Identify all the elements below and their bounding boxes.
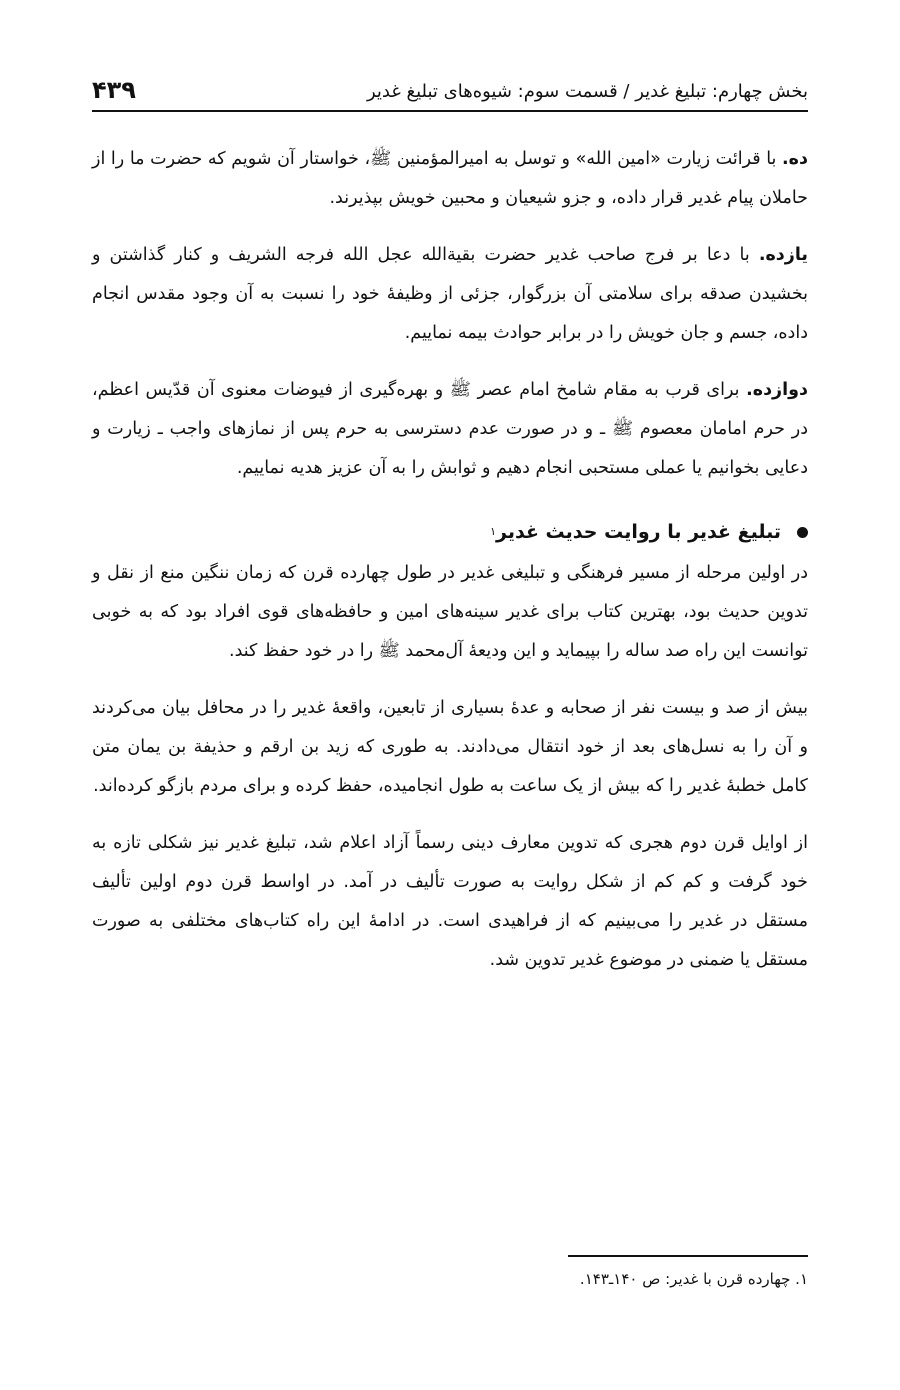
paragraph-lead: یازده. <box>758 245 808 265</box>
running-head: بخش چهارم: تبلیغ غدیر / قسمت سوم: شیوه‌های تبلیغ غدیر <box>366 81 808 102</box>
paragraph-eleven <box>92 236 808 353</box>
body-text <box>92 140 808 998</box>
paragraph-lead: ده. <box>782 149 808 169</box>
page-header <box>92 70 808 112</box>
paragraph-text: با قرائت زیارت «امین الله» و توسل به امیرالمؤمنین ﷺ، خواستار آن شویم که حضرت ما را از حاملان پیام غدیر قرار داده، و جزو شیعیان و محبین خویش بپذیرند. <box>92 149 808 208</box>
section-paragraph: از اوایل قرن دوم هجری که تدوین معارف دینی رسماً آزاد اعلام شد، تبلیغ غدیر نیز شکلی تازه به خود گرفت و کم کم از شکل روایت به صورت تألیف در آمد. در اواسط قرن دوم اولین تألیف مستقل در غدیر را می‌بینیم که از فراهیدی است. در ادامهٔ این راه کتاب‌های مختلفی به صورت مستقل یا ضمنی در موضوع غدیر تدوین شد. <box>92 833 808 970</box>
footnote: ۱. چهارده قرن با غدیر: ص ۱۴۰ـ۱۴۳. <box>579 1270 808 1288</box>
paragraph-twelve <box>92 371 808 488</box>
footnote-divider <box>568 1255 808 1257</box>
paragraph-text: برای قرب به مقام شامخ امام عصر ﷺ و بهره‌گیری از فیوضات معنوی آن قدّیس اعظم، در حرم امامان معصوم ﷺ ـ و در صورت عدم دسترسی به حرم پس از نمازهای واجب ـ زیارت و دعایی بخوانیم یا عملی مستحبی انجام دهیم و ثوابش را به آن عزیز هدیه نماییم. <box>92 380 808 478</box>
section-heading-text: تبلیغ غدیر با روایت حدیث غدیر <box>496 521 781 543</box>
paragraph-lead: دوازده. <box>746 380 808 400</box>
book-page <box>92 0 808 1390</box>
paragraph-ten <box>92 140 808 218</box>
bullet-icon <box>797 527 808 538</box>
section-paragraph: بیش از صد و بیست نفر از صحابه و عدهٔ بسیاری از تابعین، واقعهٔ غدیر را در محافل بیان می‌کردند و آن را به نسل‌های بعد از خود انتقال می‌دادند. به طوری که زید بن ارقم و حذیفة بن یمان متن کامل خطبهٔ غدیر را که بیش از یک ساعت به طول انجامیده، حفظ کرده و برای مردم بازگو کرده‌اند. <box>92 698 808 796</box>
section-paragraph: در اولین مرحله از مسیر فرهنگی و تبلیغی غدیر در طول چهارده قرن که زمان ننگین منع از نقل و تدوین حدیث بود، بهترین کتاب برای غدیر سینه‌های امین و حافظه‌های قوی افراد بود که به خوبی توانست این راه صد ساله را بپیماید و این ودیعهٔ آل‌محمد ﷺ را در خود حفظ کند. <box>92 563 808 661</box>
paragraph-text: با دعا بر فرج صاحب غدیر حضرت بقیةالله عجل الله فرجه الشریف و کنار گذاشتن و بخشیدن صدقه برای سلامتی آن بزرگوار، جزئی از وظیفهٔ خود را نسبت به آن وجود مقدس انجام داده، جسم و جان خویش را در برابر حوادث بیمه نماییم. <box>92 245 808 343</box>
section-heading <box>92 514 808 550</box>
page-number: ۴۳۹ <box>92 76 136 104</box>
footnote-reference: ۱ <box>490 525 497 538</box>
